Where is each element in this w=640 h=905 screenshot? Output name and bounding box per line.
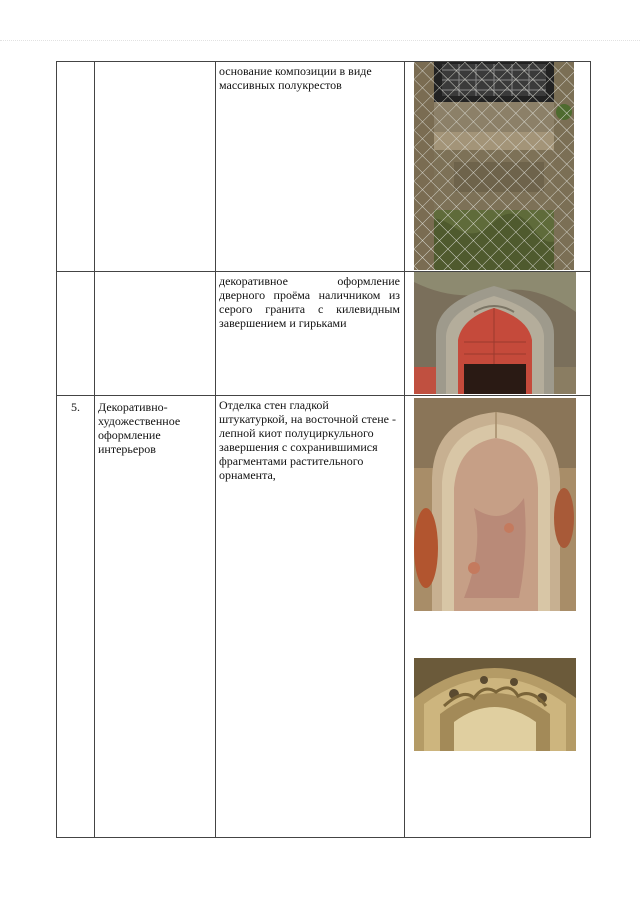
photo-cell (405, 62, 591, 272)
granite-door-portal-photo (414, 272, 576, 394)
element-name-cell (95, 396, 216, 838)
description-cell (216, 272, 405, 396)
table-row (57, 396, 591, 838)
photo-cell (405, 396, 591, 838)
row-number-cell (57, 272, 95, 396)
row-number: 5. (71, 400, 80, 414)
description-text: декоративное оформление дверного проёма наличником из серого гранита с килевидным завершением и гирьками (219, 274, 400, 330)
description-cell (216, 396, 405, 838)
description-text: основание композиции в виде массивных полукрестов (219, 64, 372, 92)
row-number-cell (57, 62, 95, 272)
ornament-fragment-photo (414, 658, 576, 751)
element-name: Декоративно-художественное оформление интерьеров (98, 400, 181, 456)
page-top-dotted-line (0, 40, 640, 41)
element-name-cell (95, 272, 216, 396)
table-row (57, 272, 591, 396)
monument-elements-table (56, 61, 591, 838)
fenced-stone-base-photo (414, 62, 574, 270)
description-text: Отделка стен гладкой штукатуркой, на восточной стене - лепной киот полуциркульного завершения с сохранившимися фрагментами растительного орнамента, (219, 398, 396, 482)
row-number-cell (57, 396, 95, 838)
table-row (57, 62, 591, 272)
photo-cell (405, 272, 591, 396)
element-name-cell (95, 62, 216, 272)
stucco-niche-photo (414, 398, 576, 611)
description-cell (216, 62, 405, 272)
